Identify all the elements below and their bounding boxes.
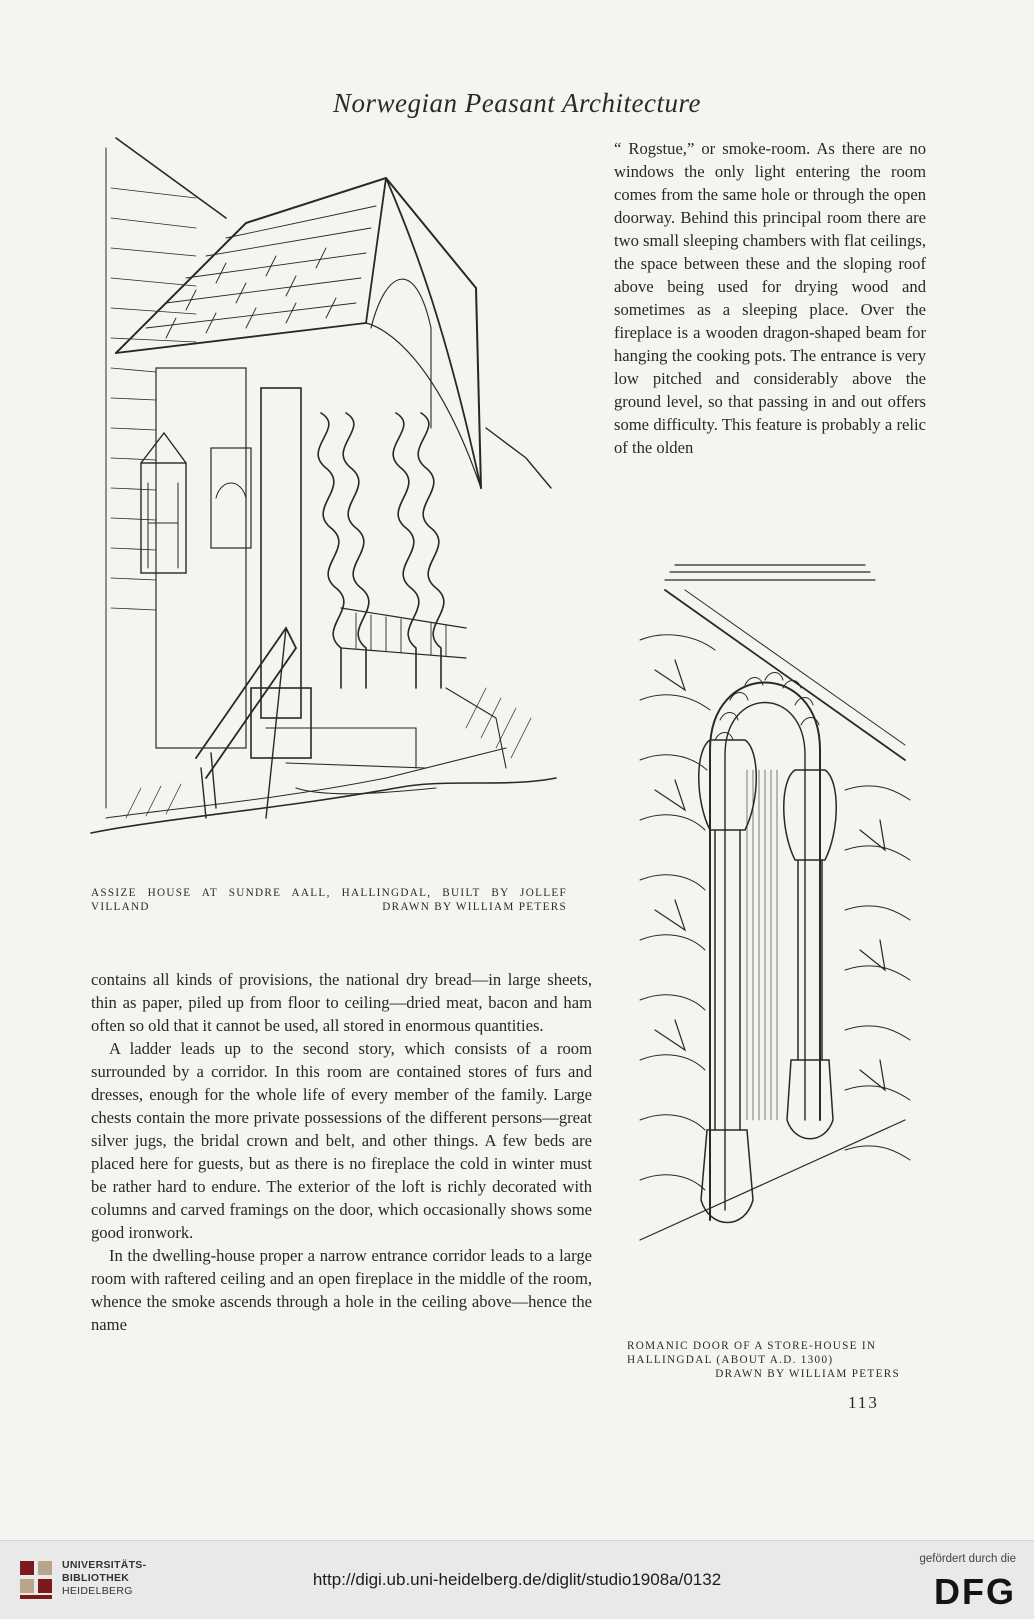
source-url-link[interactable]: http://digi.ub.uni-heidelberg.de/diglit/studio1908a/0132 <box>312 1570 722 1589</box>
library-name: UNIVERSITÄTS- BIBLIOTHEK HEIDELBERG <box>62 1559 147 1597</box>
left-column-text <box>91 968 592 1336</box>
paragraph: “ Rogstue,” or smoke-room. As there are no windows the only light entering the room comes from the same hole or through the open doorway. Behind this principal room there are two small sleeping chambers with flat ceilings, the space between these and the sloping roof above being used for drying wood and sometimes as a sleeping place. Over the fireplace is a wooden dragon-shaped beam for hanging the cooking pots. The entrance is very low pitched and considerably above the ground level, so that passing in and out offers some difficulty. This feature is probably a relic of the olden <box>614 139 926 457</box>
caption-line: ROMANIC DOOR OF A STORE-HOUSE IN <box>627 1340 877 1352</box>
caption-line: HALLINGDAL (ABOUT A.D. 1300) <box>627 1354 834 1366</box>
romanic-door-illustration <box>635 560 915 1250</box>
assize-house-illustration <box>86 128 576 868</box>
dfg-logo: DFG <box>934 1571 1016 1612</box>
caption-place: VILLAND <box>91 901 150 913</box>
running-title: Norwegian Peasant Architecture <box>333 88 701 118</box>
right-column-text <box>614 137 926 459</box>
caption-assize-house <box>91 886 567 914</box>
page-number: 113 <box>848 1393 879 1412</box>
caption-line <box>91 900 567 914</box>
footer-bar <box>0 1540 1034 1619</box>
paragraph: A ladder leads up to the second story, which consists of a room surrounded by a corridor. In this room are contained stores of furs and dresses, enough for the whole life of every member of the family. Large chests contain the more private possessions of the different persons—great silver jugs, the bridal crown and belt, and other things. A few beds are placed here for guests, but as there is no fireplace the cold in winter must be rather hard to endure. The exterior of the loft is richly decorated with columns and carved framings on the door, which occasionally shows some good ironwork. <box>91 1039 592 1242</box>
paragraph: In the dwelling-house proper a narrow entrance corridor leads to a large room with raftered ceiling and an open fireplace in the middle of the room, whence the smoke ascends through a hole in the ceiling above—hence the name <box>91 1246 592 1334</box>
funded-by-label: gefördert durch die <box>919 1553 1016 1565</box>
caption-credit: DRAWN BY WILLIAM PETERS <box>715 1368 900 1380</box>
caption-romanic-door <box>627 1339 900 1381</box>
caption-credit: DRAWN BY WILLIAM PETERS <box>382 901 567 913</box>
paragraph: contains all kinds of provisions, the national dry bread—in large sheets, thin as paper, piled up from floor to ceiling—dried meat, bacon and ham often so old that it cannot be used, all stored in enormous quantities. <box>91 970 592 1035</box>
caption-line: ASSIZE HOUSE AT SUNDRE AALL, HALLINGDAL, BUILT BY JOLLEF <box>91 887 567 899</box>
